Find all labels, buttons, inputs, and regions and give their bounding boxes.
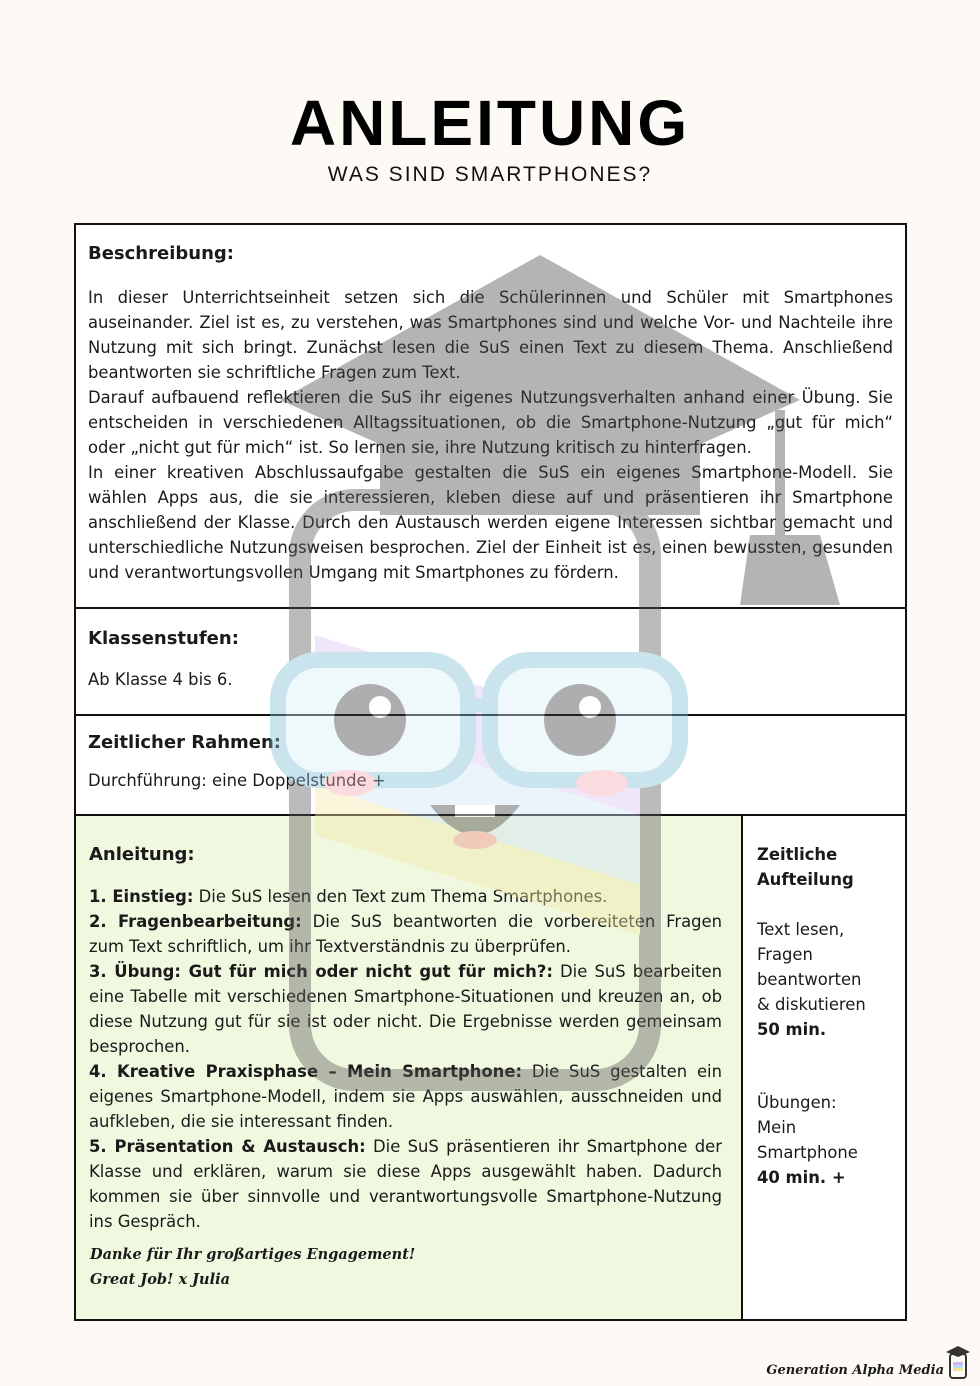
beschreibung-text [88,285,893,585]
aufteilung-line: & diskutieren [757,995,866,1014]
step-item [89,1134,722,1234]
step-item [89,1059,722,1134]
zeitrahmen-section [74,714,907,817]
aufteilung-time-2: 40 min. + [757,1168,846,1187]
step-item [89,959,722,1059]
klassenstufen-text: Ab Klasse 4 bis 6. [88,670,233,689]
closing-note [90,1242,415,1292]
step-text: Die SuS präsentieren ihr Smartphone der Klasse und erklären, warum sie diese Apps ausgewählt haben. Dadurch kommen sie über sinnvolle und verantwortungsvolle Smartphone-Nutzung ins Gespräch. [89,1137,722,1231]
brand-name: Generation Alpha Media [766,1363,944,1378]
step-text: Die SuS beantworten die vorbereiteten Fragen zum Text schriftlich, um ihr Textverständnis zu überprüfen. [89,912,723,956]
aufteilung-column [743,816,905,1319]
klassenstufen-heading: Klassenstufen: [88,628,239,649]
step-label: 5. Präsentation & Austausch: [89,1137,366,1156]
closing-line-2: Great Job! x Julia [90,1271,230,1288]
aufteilung-line: Fragen [757,945,813,964]
aufteilung-heading-2: Aufteilung [757,870,854,889]
step-text: Die SuS lesen den Text zum Thema Smartphones. [193,887,608,906]
aufteilung-time-1: 50 min. [757,1020,827,1039]
anleitung-section [74,814,907,1321]
beschreibung-paragraph: Darauf aufbauend reflektieren die SuS ihr eigenes Nutzungsverhalten anhand einer Übung. Sie entscheiden in verschiedenen Alltagssituationen, ob die Smartphone-Nutzung „gut für mich“ oder „nicht gut für mich“ ist. So lernen sie, ihre Nutzung kritisch zu hinterfragen. [88,388,893,457]
aufteilung-line: Mein [757,1118,797,1137]
beschreibung-heading: Beschreibung: [88,243,234,264]
step-label: 3. Übung: Gut für mich oder nicht gut für mich?: [89,962,553,981]
beschreibung-paragraph: In dieser Unterrichtseinheit setzen sich die Schülerinnen und Schüler mit Smartphones auseinander. Ziel ist es, zu verstehen, was Smartphones sind und welche Vor- und Nachteile ihre Nutzung mit sich bringt. Zunächst lesen die SuS einen Text zu diesem Thema. Anschließend beantworten sie schriftliche Fragen zum Text. [88,288,893,382]
aufteilung-line: Übungen: [757,1093,837,1112]
brand-logo-icon [944,1342,972,1380]
anleitung-heading: Anleitung: [89,844,195,865]
beschreibung-paragraph: In einer kreativen Abschlussaufgabe gestalten die SuS ein eigenes Smartphone-Modell. Sie wählen Apps aus, die sie interessieren, kleben diese auf und präsentieren ihr Smartphone anschließend der Klasse. Durch den Austausch werden eigene Interessen sichtbar gemacht und unterschiedliche Nutzungsweisen besprochen. Ziel der Einheit ist es, einen bewussten, gesunden und verantwortungsvollen Umgang mit Smartphones zu fördern. [88,463,893,582]
beschreibung-section [74,223,907,610]
zeitrahmen-heading: Zeitlicher Rahmen: [88,732,282,753]
step-label: 4. Kreative Praxisphase – Mein Smartphone: [89,1062,522,1081]
step-label: 1. Einstieg: [89,887,194,906]
aufteilung-line: Text lesen, [757,920,845,939]
step-text: Die SuS gestalten ein eigenes Smartphone-Modell, indem sie Apps auswählen, ausschneiden und aufkleben, die sie interessant finden. [89,1062,722,1131]
page-subtitle: WAS SIND SMARTPHONES? [327,163,653,186]
step-item [89,884,722,909]
aufteilung-line: Smartphone [757,1143,858,1162]
closing-line-1: Danke für Ihr großartiges Engagement! [90,1246,416,1263]
step-text: Die SuS bearbeiten eine Tabelle mit verschiedenen Smartphone-Situationen und kreuzen an, ob diese Nutzung gut für sie ist oder nicht. Die Ergebnisse werden gemeinsam besprochen. [89,962,722,1056]
anleitung-steps [89,884,722,1234]
aufteilung-line: beantworten [757,970,862,989]
aufteilung-heading-1: Zeitliche [757,845,838,864]
zeitrahmen-text: Durchführung: eine Doppelstunde + [88,771,386,790]
step-item [89,909,722,959]
klassenstufen-section [74,607,907,717]
page-title: ANLEITUNG [289,87,691,159]
step-label: 2. Fragenbearbeitung: [89,912,302,931]
